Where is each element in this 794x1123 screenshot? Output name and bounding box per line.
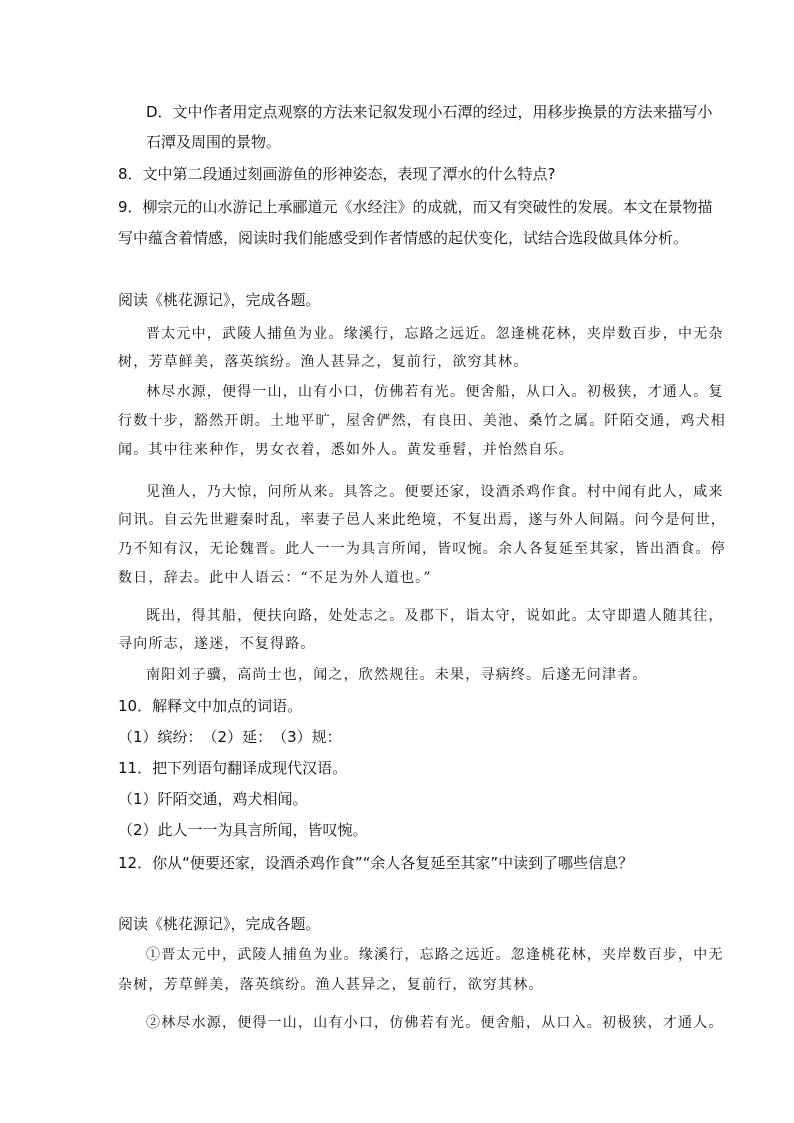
question-11-item2: （2）此人一一为具言所闻，皆叹惋。	[118, 821, 368, 839]
question-11-item1: （1）阡陌交通，鸡犬相闻。	[118, 790, 308, 808]
passage2-line: 杂树，芳草鲜美，落英缤纷。渔人甚异之，复前行，欲穷其林。	[118, 977, 544, 993]
question-10-items: （1）缤纷： （2）延： （3）规：	[118, 728, 342, 746]
section1-heading: 阅读《桃花源记》，完成各题。	[118, 291, 321, 309]
passage1-line: 行数十步，豁然开朗。土地平旷，屋舍俨然，有良田、美池、桑竹之属。阡陌交通，鸡犬相	[118, 413, 726, 429]
passage1-line: 既出，得其船，便扶向路，处处志之。及郡下，诣太守，说如此。太守即遣人随其往，	[146, 608, 724, 624]
question-10: 10．解释文中加点的词语。	[118, 697, 303, 715]
section2-heading: 阅读《桃花源记》，完成各题。	[118, 915, 321, 933]
question-9-line2: 写中蕴含着情感，阅读时我们能感受到作者情感的起伏变化，试结合选段做具体分析。	[118, 229, 689, 247]
passage1-line: 问讯。自云先世避秦时乱，率妻子邑人来此绝境，不复出焉，遂与外人间隔。问今是何世，	[118, 512, 726, 528]
question-9-line1: 9．柳宗元的山水游记上承郦道元《水经注》的成就，而又有突破性的发展。本文在景物描	[118, 198, 713, 216]
question-11: 11．把下列语句翻译成现代汉语。	[118, 759, 348, 777]
passage1-line: 寻向所志，遂迷，不复得路。	[118, 636, 316, 652]
passage2-line: ②林尽水源，便得一山，山有小口，仿佛若有光。便舍船，从口入。初极狭，才通人。	[146, 1015, 724, 1031]
question-8: 8．文中第二段通过刻画游鱼的形神姿态，表现了潭水的什么特点?	[118, 165, 556, 183]
passage1-line: 晋太元中，武陵人捕鱼为业。缘溪行，忘路之远近。忽逢桃花林，夹岸数百步，中无杂	[146, 326, 724, 342]
q7-option-d-line2: 石潭及周围的景物。	[146, 133, 282, 151]
question-12: 12．你从“便要还家，设酒杀鸡作食”“余人各复延至其家”中读到了哪些信息？	[118, 854, 634, 872]
q7-option-d-line1: D．文中作者用定点观察的方法来记叙发现小石潭的经过，用移步换景的方法来描写小	[146, 103, 713, 121]
passage1-line: 数日，辞去。此中人语云：“不足为外人道也。”	[118, 570, 432, 586]
passage2-line: ①晋太元中，武陵人捕鱼为业。缘溪行，忘路之远近。忽逢桃花林，夹岸数百步，中无	[146, 947, 724, 963]
passage1-line: 林尽水源，便得一山，山有小口，仿佛若有光。便舍船，从口入。初极狭，才通人。复	[146, 384, 724, 400]
passage1-line: 乃不知有汉，无论魏晋。此人一一为具言所闻，皆叹惋。余人各复延至其家，皆出酒食。停	[118, 541, 726, 557]
passage1-line: 见渔人，乃大惊，问所从来。具答之。便要还家，设酒杀鸡作食。村中闻有此人，咸来	[146, 484, 724, 500]
passage1-line: 南阳刘子骥，高尚士也，闻之，欣然规往。未果，寻病终。后遂无问津者。	[146, 667, 648, 683]
passage1-line: 闻。其中往来种作，男女衣着，悉如外人。黄发垂髫，并怡然自乐。	[118, 442, 574, 458]
passage1-line: 树，芳草鲜美，落英缤纷。渔人甚异之，复前行，欲穷其林。	[118, 354, 529, 370]
